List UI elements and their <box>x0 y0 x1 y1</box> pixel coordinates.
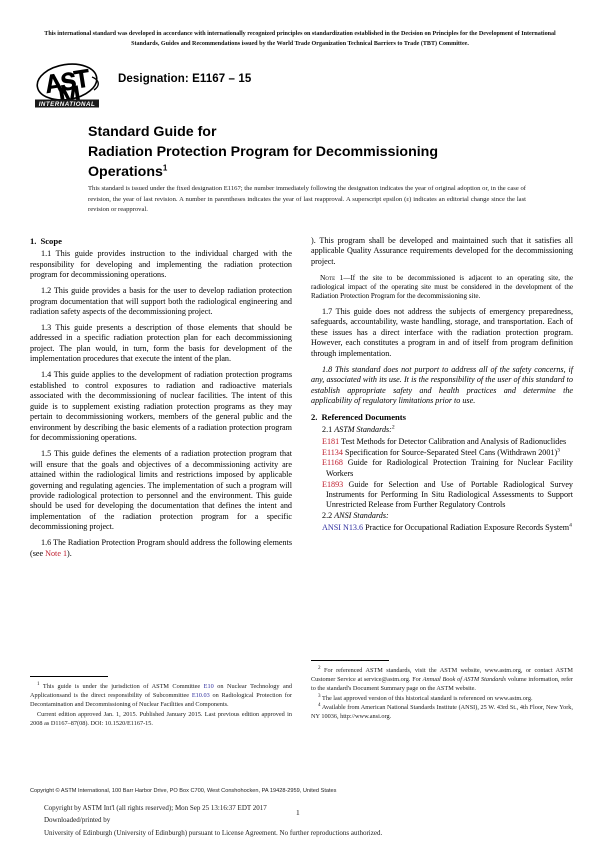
subsection-2-2 <box>311 511 573 521</box>
note-1-label: Note 1 <box>320 272 344 282</box>
paragraph-1-2: 1.2 This guide provides a basis for the user to develop radiation protection program documentation that will support both the radiological engineering and radiation safety aspects of the decommissioning project. <box>30 286 292 317</box>
reference-e1134-footnote-marker: 3 <box>557 446 560 453</box>
logo-designation-row <box>28 63 568 109</box>
paragraph-1-3: 1.3 This guide presents a description of those elements that should be addressed in a specific radiation protection plan for each decommissioning project. The plan would, in turn, form the basis for development of the implementation procedures that execute the intent of the plan. <box>30 322 292 364</box>
subsection-2-1-footnote-marker: 2 <box>391 424 395 431</box>
committee-e10-link[interactable]: E10 <box>203 683 214 690</box>
standard-link-e181[interactable]: E181 <box>322 436 340 446</box>
footnote-rule-left <box>30 676 108 677</box>
footnote-2-part1: For referenced ASTM standards, visit the ASTM website, www.astm.org, or contact ASTM Customer Service at service@astm.org. For <box>311 667 573 684</box>
designation-label: Designation: E1167 – 15 <box>118 73 252 85</box>
note-1-text: —If the site to be decommissioned is adjacent to an operating site, the radiological impact of the operating site must be considered in the development of the Radiation Protection Program for the decommissioning site. <box>311 273 573 301</box>
title-line-3-text: Operations <box>88 164 163 181</box>
body-column-right <box>311 236 573 533</box>
footnote-2-italic-title: Annual Book of ASTM Standards <box>422 676 507 684</box>
subsection-2-1-label: ASTM Standards: <box>334 425 392 435</box>
refdocs-heading-number: 2. <box>311 412 318 423</box>
international-standard-note: This international standard was developed in accordance with internationally recognized principles on standardization established in the Decision on Principles for the Development of International Standards, Guides and Recommendations issued by the World Trade Organization Technical Barriers to Trade (TBT) Committee. <box>44 31 556 47</box>
footnote-3-marker: 3 <box>318 692 321 699</box>
paragraph-1-4: 1.4 This guide applies to the development of radiation protection programs established to control exposures to radiation and radioactive materials associated with the decommissioning of nuclear facilities. The intent of this guide is to supplement existing radiation protection programs as they may pertain to decommissioning workers, members of the general public and the environment by describing the basic elements of a radiation protection program for decommissioning operations. <box>30 370 292 443</box>
subsection-2-2-number: 2.2 <box>322 511 333 521</box>
paragraph-1-7: 1.7 This guide does not address the subjects of emergency preparedness, safeguards, accountability, waste handling, storage, and transportation. Each of these issues has a direct interface with the radiation protection program. However, each constitutes a program in and of itself from program definition through implementation. <box>311 306 573 358</box>
footnote-4 <box>311 703 573 721</box>
footnote-2-marker: 2 <box>318 664 321 671</box>
note-1-block <box>311 273 573 301</box>
svg-text:INTERNATIONAL: INTERNATIONAL <box>38 100 96 108</box>
reference-item-e181 <box>311 437 573 447</box>
standard-link-e1893[interactable]: E1893 <box>322 479 344 489</box>
astm-logo <box>28 63 106 109</box>
stamp-line-3: University of Edinburgh (University of Edinburgh) pursuant to License Agreement. No further reproductions authorized. <box>44 828 383 837</box>
standard-link-ansi-n136[interactable]: ANSI N13.6 <box>322 522 364 532</box>
paragraph-1-5: 1.5 This guide defines the elements of a radiation protection program that will ensure that the goals and objectives of a decommissioning activity are attained within the radiological limits and restrictions imposed by applicable governing and regulating agencies. The implementation of such a program will provide radiological protection to personnel and the environment. This guide should be used for developing the documentation that defines the intent and implementation of the radiation protection program for a specific decommissioning project. <box>30 449 292 532</box>
footnote-1-before: This guide is under the jurisdiction of ASTM Committee <box>39 683 204 690</box>
footnote-3 <box>311 694 573 703</box>
reference-item-e1893 <box>311 480 573 511</box>
standard-link-e1168[interactable]: E1168 <box>322 458 343 468</box>
reference-item-ansi-n136 <box>311 523 573 533</box>
title-block <box>88 122 528 182</box>
footnote-1 <box>30 682 292 709</box>
paragraph-1-6-before: 1.6 The Radiation Protection Program should address the following elements (see <box>30 538 292 558</box>
subcommittee-e1003-link[interactable]: E10.03 <box>191 692 210 700</box>
section-heading-referenced-documents <box>311 412 573 423</box>
subsection-2-1 <box>311 425 573 435</box>
paragraph-1-1: 1.1 This guide provides instruction to the individual charged with the responsibility for developing and implementing the radiation protection program for decommissioning operations. <box>30 249 292 280</box>
footnote-1-mid: on Nuclear Technology and Applicationsand is the direct responsibility of Subcommittee <box>30 683 292 700</box>
paragraph-1-6 <box>30 538 292 559</box>
footnote-3-text: The last approved version of this historical standard is referenced on www.astm.org. <box>320 694 533 702</box>
footnote-4-marker: 4 <box>318 702 321 709</box>
footnote-2 <box>311 666 573 693</box>
scope-heading-number: 1. <box>30 236 37 246</box>
title-line-3 <box>88 162 528 182</box>
footnote-edition-info: Current edition approved Jan. 1, 2015. Published January 2015. Last previous edition approved in 2008 as D1167–87(08). DOI: 10.1520/E1167-15. <box>30 710 292 727</box>
footnote-1-after: on Radiological Protection for Decontamination and Decommissioning of Nuclear Facilities and Components. <box>30 692 292 709</box>
footnote-2-part2: volume information, refer to the standard's Document Summary page on the ASTM website. <box>311 676 574 693</box>
reference-title-e181: Test Methods for Detector Calibration and Analysis of Radionuclides <box>341 436 567 446</box>
reference-title-e1893: Guide for Selection and Use of Portable Radiological Survey Instruments for Performing In Situ Radiological Assessments to Support Unrestricted Release from Further Regulatory Controls <box>326 479 573 510</box>
stamp-line-1: Copyright by ASTM Int'l (all rights reserved); Mon Sep 25 13:16:37 EDT 2017 <box>44 804 267 812</box>
footnote-rule-right <box>311 660 389 661</box>
reference-ansi-footnote-marker: 4 <box>569 521 572 528</box>
reference-title-ansi-n136: Practice for Occupational Radiation Exposure Records System <box>365 522 570 532</box>
copyright-bar: Copyright © ASTM International, 100 Barr Harbor Drive, PO Box C700, West Conshohocken, PA 19428-2959, United States <box>30 788 337 794</box>
paragraph-1-8: 1.8 This standard does not purport to address all of the safety concerns, if any, associated with its use. It is the responsibility of the user of this standard to establish appropriate safety and health practices and determine the applicability of regulatory limitations prior to use. <box>311 364 573 406</box>
standard-link-e1134[interactable]: E1134 <box>322 447 343 457</box>
reference-title-e1134: Specification for Source-Separated Steel Cans (Withdrawn 2001) <box>344 447 558 457</box>
footnote-4-text: Available from American National Standards Institute (ANSI), 25 W. 43rd St., 4th Floor, New York, NY 10036, http://www.ansi.org. <box>311 704 573 721</box>
paragraph-1-6-continued: ). This program shall be developed and maintained such that it satisfies all applicable Quality Assurance requirements developed for the decommissioning project. <box>311 236 573 266</box>
reference-title-e1168: Guide for Radiological Protection Training for Nuclear Facility Workers <box>326 458 573 478</box>
footnotes-right <box>311 660 573 722</box>
body-column-left <box>30 236 292 565</box>
refdocs-heading-text: Referenced Documents <box>321 412 407 423</box>
title-footnote-marker: 1 <box>162 163 168 173</box>
title-line-1: Standard Guide for <box>88 124 217 140</box>
subsection-2-1-number: 2.1 <box>322 425 333 435</box>
issuance-statement: This standard is issued under the fixed designation E1167; the number immediately following the designation indicates the year of original adoption or, in the case of revision, the year of last revision. A number in parentheses indicates the year of last reapproval. A superscript epsilon (ε) indicates an editorial change since the last revision or reapproval. <box>88 185 526 214</box>
section-heading-scope <box>30 236 292 247</box>
note-1-link[interactable]: Note 1 <box>45 548 68 558</box>
title-line-2: Radiation Protection Program for Decommissioning <box>88 144 439 161</box>
subsection-2-2-label: ANSI Standards: <box>334 511 389 521</box>
footnote-1-marker: 1 <box>37 680 40 687</box>
reference-item-e1134 <box>311 448 573 458</box>
footnotes-left <box>30 676 292 728</box>
download-stamp <box>44 802 564 839</box>
paragraph-1-6-after-inline: ). <box>67 548 72 558</box>
stamp-line-2: Downloaded/printed by <box>44 816 111 825</box>
scope-heading-text: Scope <box>40 236 62 246</box>
reference-item-e1168 <box>311 458 573 479</box>
page-number: 1 <box>296 808 300 817</box>
